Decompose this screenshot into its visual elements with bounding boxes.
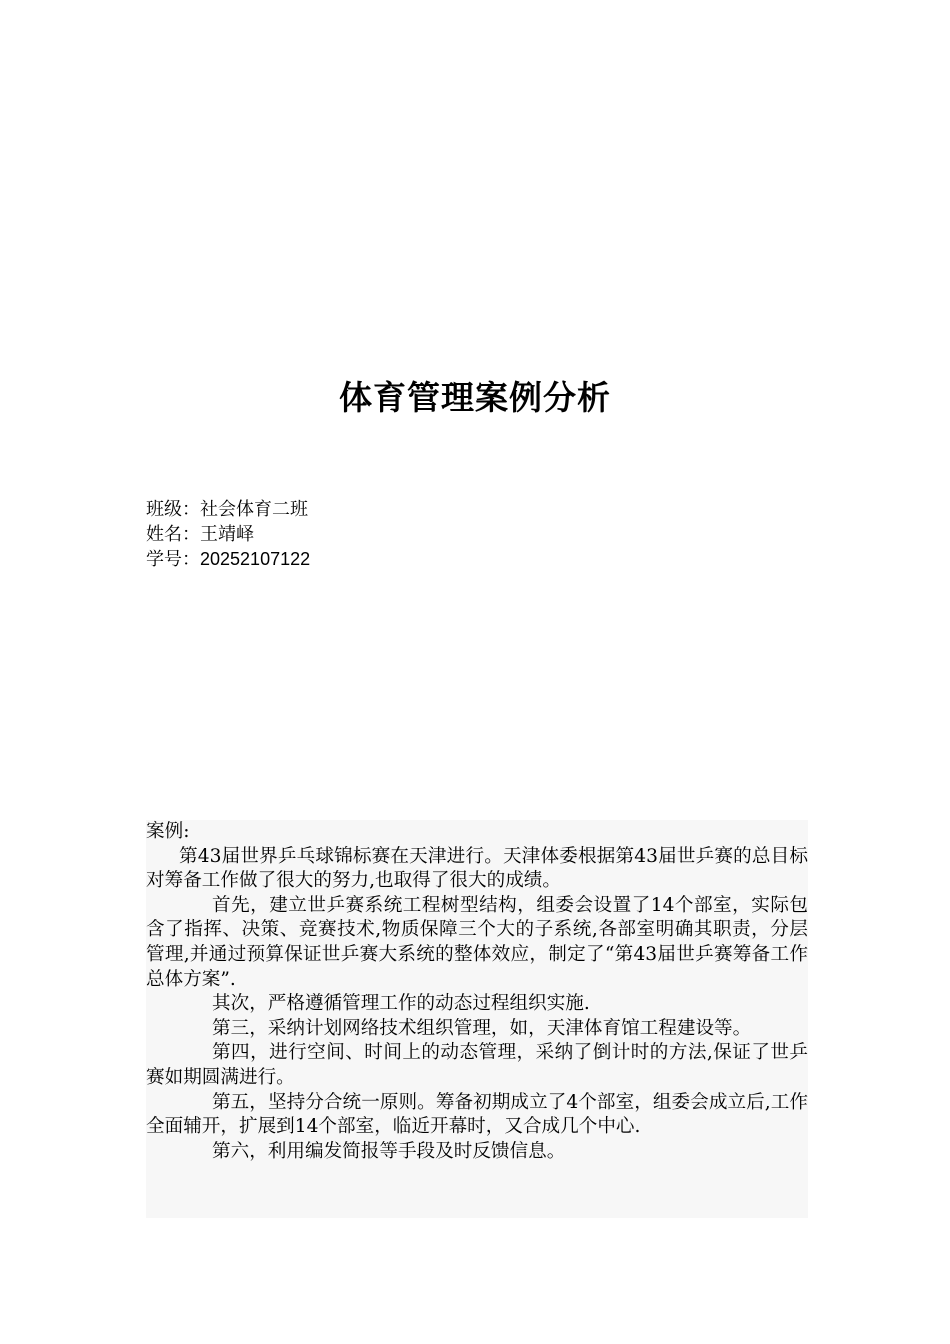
case-paragraph: 第六，利用编发简报等手段及时反馈信息。 — [212, 1140, 566, 1162]
student-id-label: 学号： — [146, 549, 200, 570]
case-text — [146, 820, 808, 1164]
case-paragraph: 其次，严格遵循管理工作的动态过程组织实施. — [212, 993, 590, 1015]
student-id-value: 20252107122 — [200, 549, 311, 569]
student-id-row — [146, 547, 646, 572]
case-paragraph: 第四，进行空间、时间上的动态管理，采纳了倒计时的方法,保证了世乒赛如期圆满进行。 — [146, 1042, 808, 1088]
case-paragraph: 首先，建立世乒赛系统工程树型结构，组委会设置了14个部室，实际包含了指挥、决策、竞赛技术,物质保障三个大的子系统,各部室明确其职责，分层管理,并通过预算保证世乒赛大系统的整体效应，制定了“第43届世乒赛筹备工作总体方案”. — [146, 894, 808, 990]
case-paragraph: 第43届世界乒乓球锦标赛在天津进行。天津体委根据第43届世乒赛的总目标对筹备工作做了很大的努力,也取得了很大的成绩。 — [146, 845, 808, 892]
class-value: 社会体育二班 — [200, 499, 308, 520]
class-label: 班级： — [146, 499, 200, 520]
case-label: 案例: — [146, 821, 190, 842]
document-title: 体育管理案例分析 — [339, 378, 611, 417]
case-section — [146, 820, 808, 1218]
name-value: 王靖峄 — [200, 524, 254, 545]
name-label: 姓名： — [146, 524, 200, 545]
case-paragraph: 第三，采纳计划网络技术组织管理，如，天津体育馆工程建设等。 — [212, 1017, 752, 1039]
class-row — [146, 497, 646, 522]
student-info — [146, 497, 646, 572]
name-row — [146, 522, 646, 547]
case-paragraph: 第五，坚持分合统一原则。筹备初期成立了4个部室，组委会成立后,工作全面辅开，扩展到14个部室，临近开幕时，又合成几个中心. — [146, 1091, 808, 1138]
